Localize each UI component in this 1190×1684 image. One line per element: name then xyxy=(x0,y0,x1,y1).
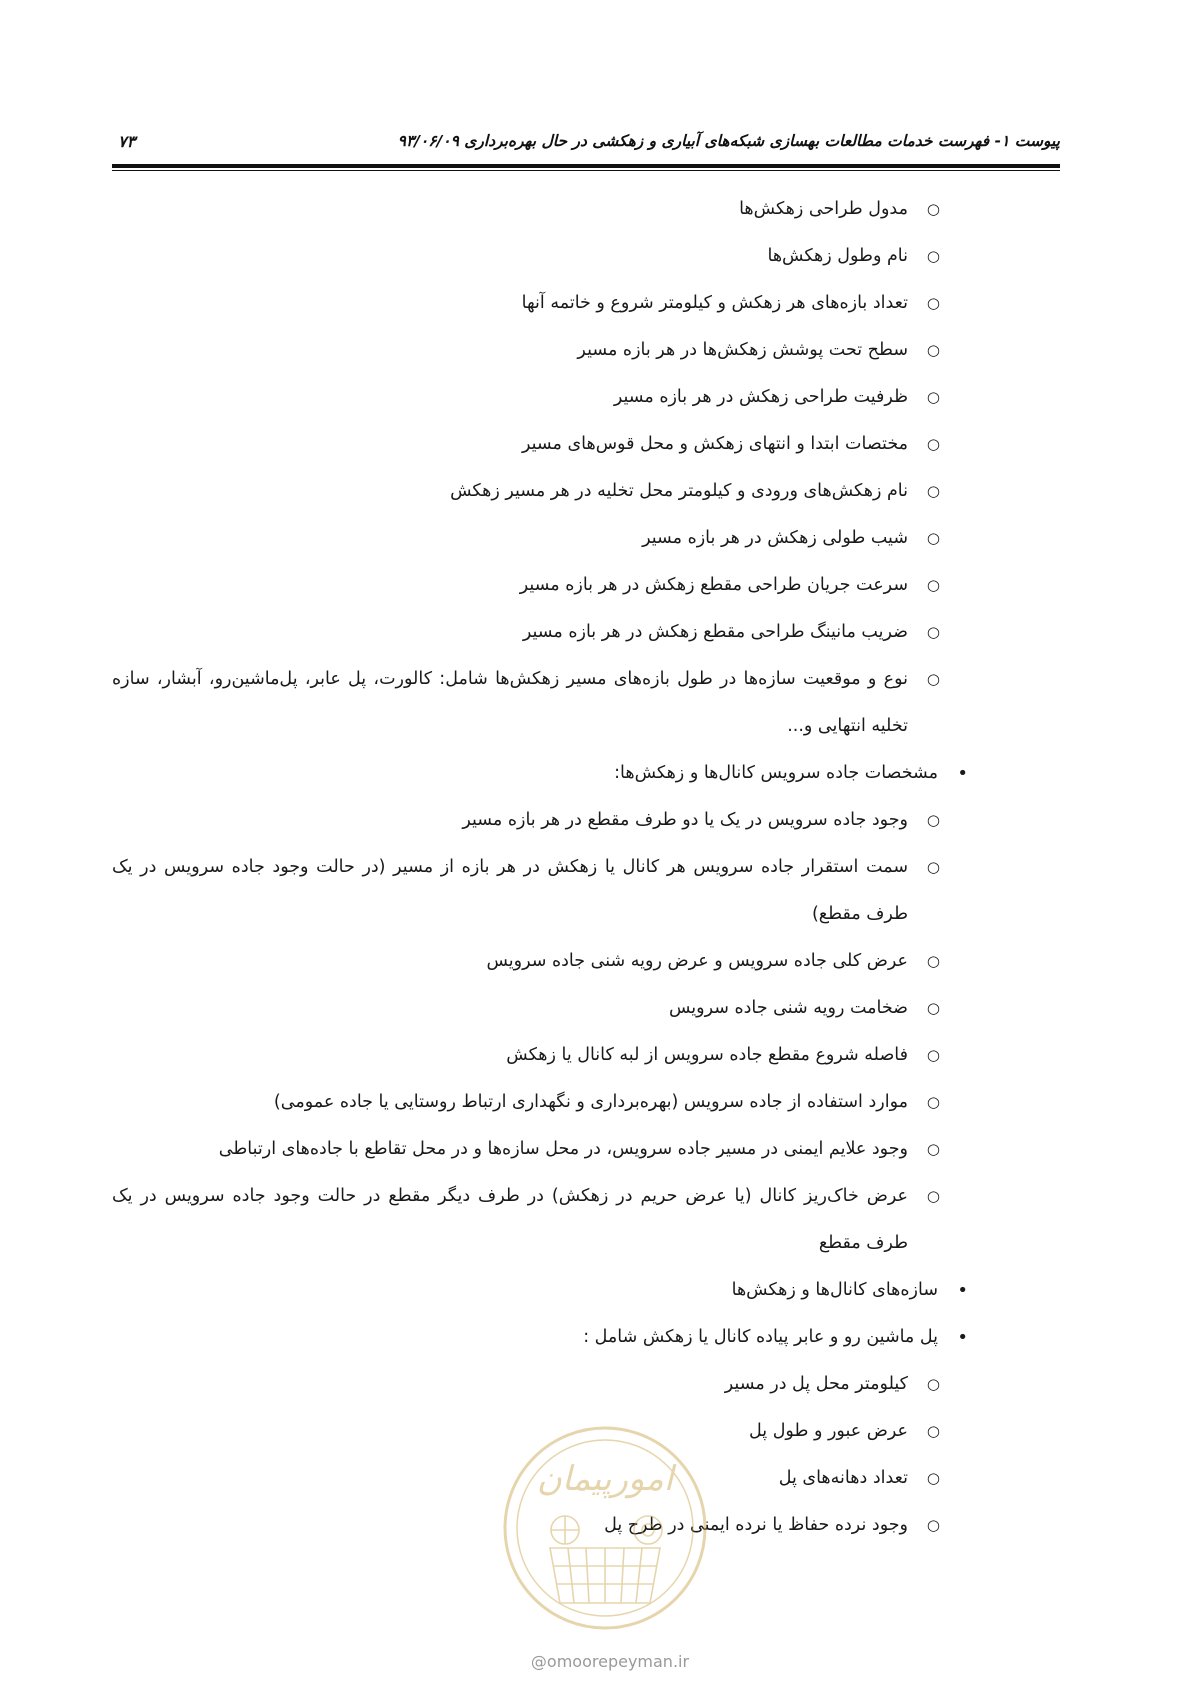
item-text: سازه‌های کانال‌ها و زهکش‌ها xyxy=(731,1280,938,1300)
sub-bullet-item xyxy=(112,562,1060,609)
bullet-circle-icon: ○ xyxy=(926,858,940,876)
sub-bullet-item xyxy=(112,421,1060,468)
bullet-circle-icon: ○ xyxy=(926,952,940,970)
item-text: تعداد دهانه‌های پل xyxy=(778,1468,908,1488)
bullet-circle-icon: ○ xyxy=(926,1469,940,1487)
bullet-circle-icon: ○ xyxy=(926,1187,940,1205)
item-text: پل ماشین رو و عابر پیاده کانال یا زهکش شامل : xyxy=(583,1327,938,1347)
item-text: وجود جاده سرویس در یک یا دو طرف مقطع در هر بازه مسیر xyxy=(462,810,908,830)
bullet-circle-icon: ○ xyxy=(926,1375,940,1393)
bullet-dot-icon: • xyxy=(957,1327,968,1348)
item-text: فاصله شروع مقطع جاده سرویس از لبه کانال یا زهکش xyxy=(506,1045,908,1065)
header-rule-thin xyxy=(112,170,1060,171)
item-text: نام زهکش‌های ورودی و کیلومتر محل تخلیه در هر مسیر زهکش xyxy=(450,481,908,501)
bullet-dot-icon: • xyxy=(957,1280,968,1301)
bullet-circle-icon: ○ xyxy=(926,811,940,829)
sub-bullet-item xyxy=(112,797,1060,844)
item-text: وجود نرده حفاظ یا نرده ایمنی در طرح پل xyxy=(604,1515,908,1535)
bullet-circle-icon: ○ xyxy=(926,388,940,406)
item-text: عرض عبور و طول پل xyxy=(749,1421,908,1441)
item-text: موارد استفاده از جاده سرویس (بهره‌برداری و نگهداری ارتباط روستایی یا جاده عمومی) xyxy=(273,1092,908,1112)
sub-bullet-item xyxy=(112,985,1060,1032)
item-text: کیلومتر محل پل در مسیر xyxy=(724,1374,908,1394)
sub-bullet-item xyxy=(112,1173,1060,1267)
bullet-circle-icon: ○ xyxy=(926,576,940,594)
item-text: ظرفیت طراحی زهکش در هر بازه مسیر xyxy=(613,387,908,407)
bullet-circle-icon: ○ xyxy=(926,200,940,218)
sub-bullet-item xyxy=(112,1032,1060,1079)
bullet-circle-icon: ○ xyxy=(926,670,940,688)
item-text: وجود علایم ایمنی در مسیر جاده سرویس، در محل سازه‌ها و در محل تقاطع با جاده‌های ارتباطی xyxy=(218,1139,908,1159)
item-text: مختصات ابتدا و انتهای زهکش و محل قوس‌های مسیر xyxy=(521,434,908,454)
bullet-circle-icon: ○ xyxy=(926,247,940,265)
watermark-logo-text: امورپیمان xyxy=(536,1459,674,1499)
sub-bullet-item xyxy=(112,1126,1060,1173)
bullet-circle-icon: ○ xyxy=(926,1046,940,1064)
item-text: نوع و موقعیت سازه‌ها در طول بازه‌های مسیر زهکش‌ها شامل: کالورت، پل عابر، پل‌ماشین‌رو، آبشار، سازه تخلیه انتهایی و... xyxy=(112,669,908,736)
item-text: مدول طراحی زهکش‌ها xyxy=(739,199,908,219)
bullet-circle-icon: ○ xyxy=(926,482,940,500)
bullet-circle-icon: ○ xyxy=(926,529,940,547)
watermark-seal-icon xyxy=(490,1418,720,1648)
item-text: سطح تحت پوشش زهکش‌ها در هر بازه مسیر xyxy=(577,340,908,360)
sub-bullet-item xyxy=(112,609,1060,656)
bullet-item xyxy=(112,750,1060,797)
sub-bullet-item xyxy=(112,844,1060,938)
sub-bullet-item xyxy=(112,374,1060,421)
sub-bullet-item xyxy=(112,186,1060,233)
header-title: پیوست ۱- فهرست خدمات مطالعات بهسازی شبکه‌های آبیاری و زهکشی در حال بهره‌برداری ۹۳/۰۶/۰۹ xyxy=(397,132,1060,150)
sub-bullet-item xyxy=(112,656,1060,750)
page-number: ۷۳ xyxy=(118,132,136,151)
bullet-list xyxy=(112,186,1060,1549)
bullet-circle-icon: ○ xyxy=(926,623,940,641)
bullet-circle-icon: ○ xyxy=(926,1422,940,1440)
page-header xyxy=(112,128,1060,158)
header-rule-thick xyxy=(112,164,1060,168)
bullet-circle-icon: ○ xyxy=(926,341,940,359)
item-text: تعداد بازه‌های هر زهکش و کیلومتر شروع و خاتمه آنها xyxy=(521,293,908,313)
bullet-dot-icon: • xyxy=(957,763,968,784)
bullet-item xyxy=(112,1267,1060,1314)
sub-bullet-item xyxy=(112,327,1060,374)
bullet-circle-icon: ○ xyxy=(926,1140,940,1158)
sub-bullet-item xyxy=(112,938,1060,985)
sub-bullet-item xyxy=(112,1361,1060,1408)
bullet-circle-icon: ○ xyxy=(926,435,940,453)
bullet-circle-icon: ○ xyxy=(926,1093,940,1111)
bullet-item xyxy=(112,1314,1060,1361)
item-text: ضریب مانینگ طراحی مقطع زهکش در هر بازه مسیر xyxy=(522,622,908,642)
item-text: ضخامت رویه شنی جاده سرویس xyxy=(668,998,908,1018)
item-text: عرض کلی جاده سرویس و عرض رویه شنی جاده سرویس xyxy=(486,951,908,971)
watermark-site: @omoorepeyman.ir xyxy=(530,1652,690,1671)
item-text: شیب طولی زهکش در هر بازه مسیر xyxy=(642,528,908,548)
item-text: سرعت جریان طراحی مقطع زهکش در هر بازه مسیر xyxy=(519,575,908,595)
sub-bullet-item xyxy=(112,280,1060,327)
item-text: مشخصات جاده سرویس کانال‌ها و زهکش‌ها: xyxy=(614,763,938,783)
item-text: سمت استقرار جاده سرویس هر کانال یا زهکش در هر بازه از مسیر (در حالت وجود جاده سرویس در یک طرف مقطع) xyxy=(112,857,908,924)
sub-bullet-item xyxy=(112,233,1060,280)
bullet-circle-icon: ○ xyxy=(926,1516,940,1534)
item-text: نام وطول زهکش‌ها xyxy=(767,246,908,266)
sub-bullet-item xyxy=(112,1079,1060,1126)
bullet-circle-icon: ○ xyxy=(926,294,940,312)
sub-bullet-item xyxy=(112,515,1060,562)
sub-bullet-item xyxy=(112,468,1060,515)
bullet-circle-icon: ○ xyxy=(926,999,940,1017)
item-text: عرض خاک‌ریز کانال (یا عرض حریم در زهکش) در طرف دیگر مقطع در حالت وجود جاده سرویس در یک طرف مقطع xyxy=(112,1186,908,1253)
